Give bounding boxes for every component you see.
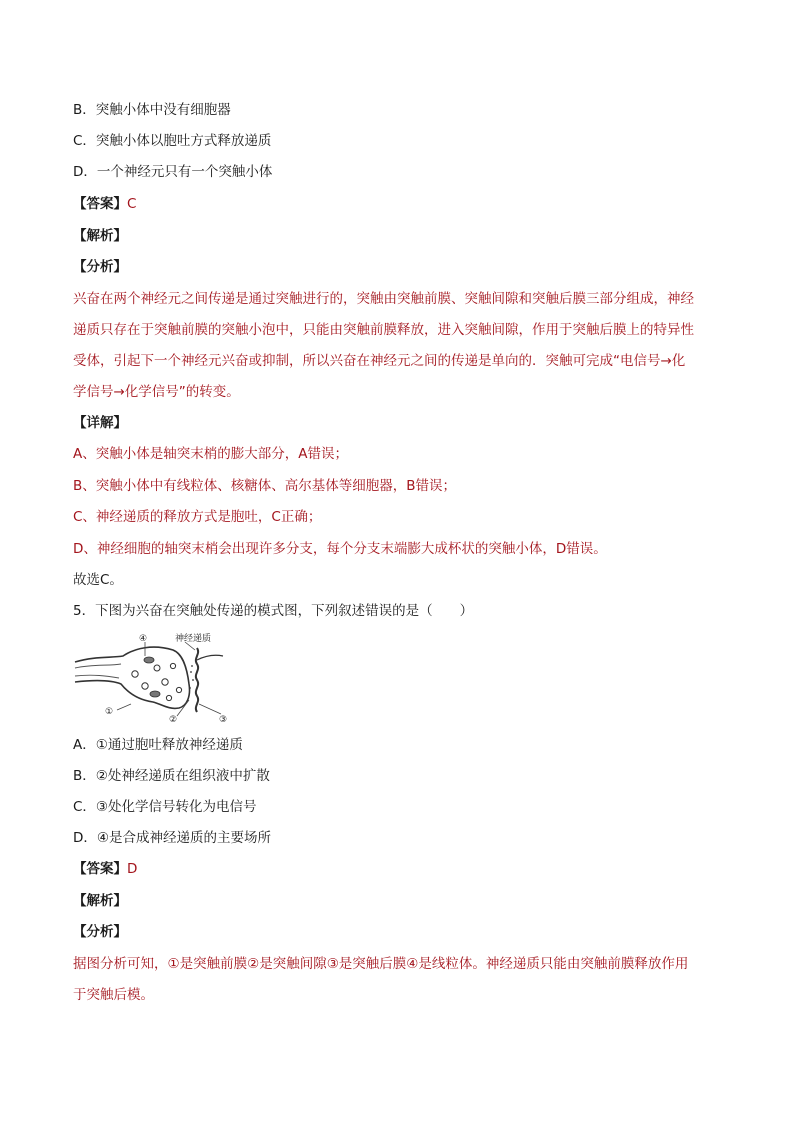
q5-jiexi-heading: 【解析】 <box>73 893 127 909</box>
q4-detail-c: C、神经递质的释放方式是胞吐，C正确； <box>73 509 322 525</box>
q4-detail-a: A、突触小体是轴突末梢的膨大部分，A错误； <box>73 446 348 462</box>
synapse-diagram-svg <box>73 630 233 724</box>
figure-label-4: ④ <box>139 634 148 644</box>
figure-label-3: ③ <box>219 715 228 724</box>
q4-conclusion: 故选C。 <box>73 572 123 588</box>
answer-label: 【答案】 <box>73 196 127 212</box>
q5-option-d: D．④是合成神经递质的主要场所 <box>73 830 271 846</box>
q4-analysis-line-1: 兴奋在两个神经元之间传递是通过突触进行的，突触由突触前膜、突触间隙和突触后膜三部分组成，神经 <box>73 291 694 307</box>
figure-label-1: ① <box>105 707 114 717</box>
answer-label: 【答案】 <box>73 861 127 877</box>
q5-analysis-line-2: 于突触后模。 <box>73 987 154 1003</box>
q4-detail-b: B、突触小体中有线粒体、核糖体、高尔基体等细胞器，B错误； <box>73 478 457 494</box>
q4-option-c: C．突触小体以胞吐方式释放递质 <box>73 133 272 149</box>
q4-analysis-line-2: 递质只存在于突触前膜的突触小泡中，只能由突触前膜释放，进入突触间隙，作用于突触后膜上的特异性 <box>73 322 694 338</box>
q5-fenxi-heading: 【分析】 <box>73 924 127 940</box>
figure-label-neurotransmitter: 神经递质 <box>175 634 212 644</box>
q4-xiangjie-heading: 【详解】 <box>73 415 127 431</box>
q4-fenxi-heading: 【分析】 <box>73 259 127 275</box>
q4-detail-d: D、神经细胞的轴突末梢会出现许多分支，每个分支末端膨大成杯状的突触小体，D错误。 <box>73 541 607 557</box>
q5-option-c: C．③处化学信号转化为电信号 <box>73 799 257 815</box>
answer-value: C <box>127 196 137 212</box>
q4-option-d: D．一个神经元只有一个突触小体 <box>73 164 273 180</box>
q4-option-b: B．突触小体中没有细胞器 <box>73 102 231 118</box>
answer-value: D <box>127 861 138 877</box>
figure-label-2: ② <box>169 715 178 724</box>
q5-option-a: A．①通过胞吐释放神经递质 <box>73 737 243 753</box>
q4-analysis-line-4: 学信号→化学信号”的转变。 <box>73 384 240 400</box>
q5-analysis-line-1: 据图分析可知，①是突触前膜②是突触间隙③是突触后膜④是线粒体。神经递质只能由突触前膜释放作用 <box>73 956 689 972</box>
q4-answer <box>73 194 733 214</box>
q5-option-b: B．②处神经递质在组织液中扩散 <box>73 768 270 784</box>
q5-stem: 5．下图为兴奋在突触处传递的模式图，下列叙述错误的是（ ） <box>73 603 474 619</box>
q5-answer <box>73 859 733 879</box>
q4-analysis-line-3: 受体，引起下一个神经元兴奋或抑制，所以兴奋在神经元之间的传递是单向的．突触可完成“电信号→化 <box>73 353 686 369</box>
synapse-diagram <box>73 630 233 724</box>
q4-jiexi-heading: 【解析】 <box>73 228 127 244</box>
